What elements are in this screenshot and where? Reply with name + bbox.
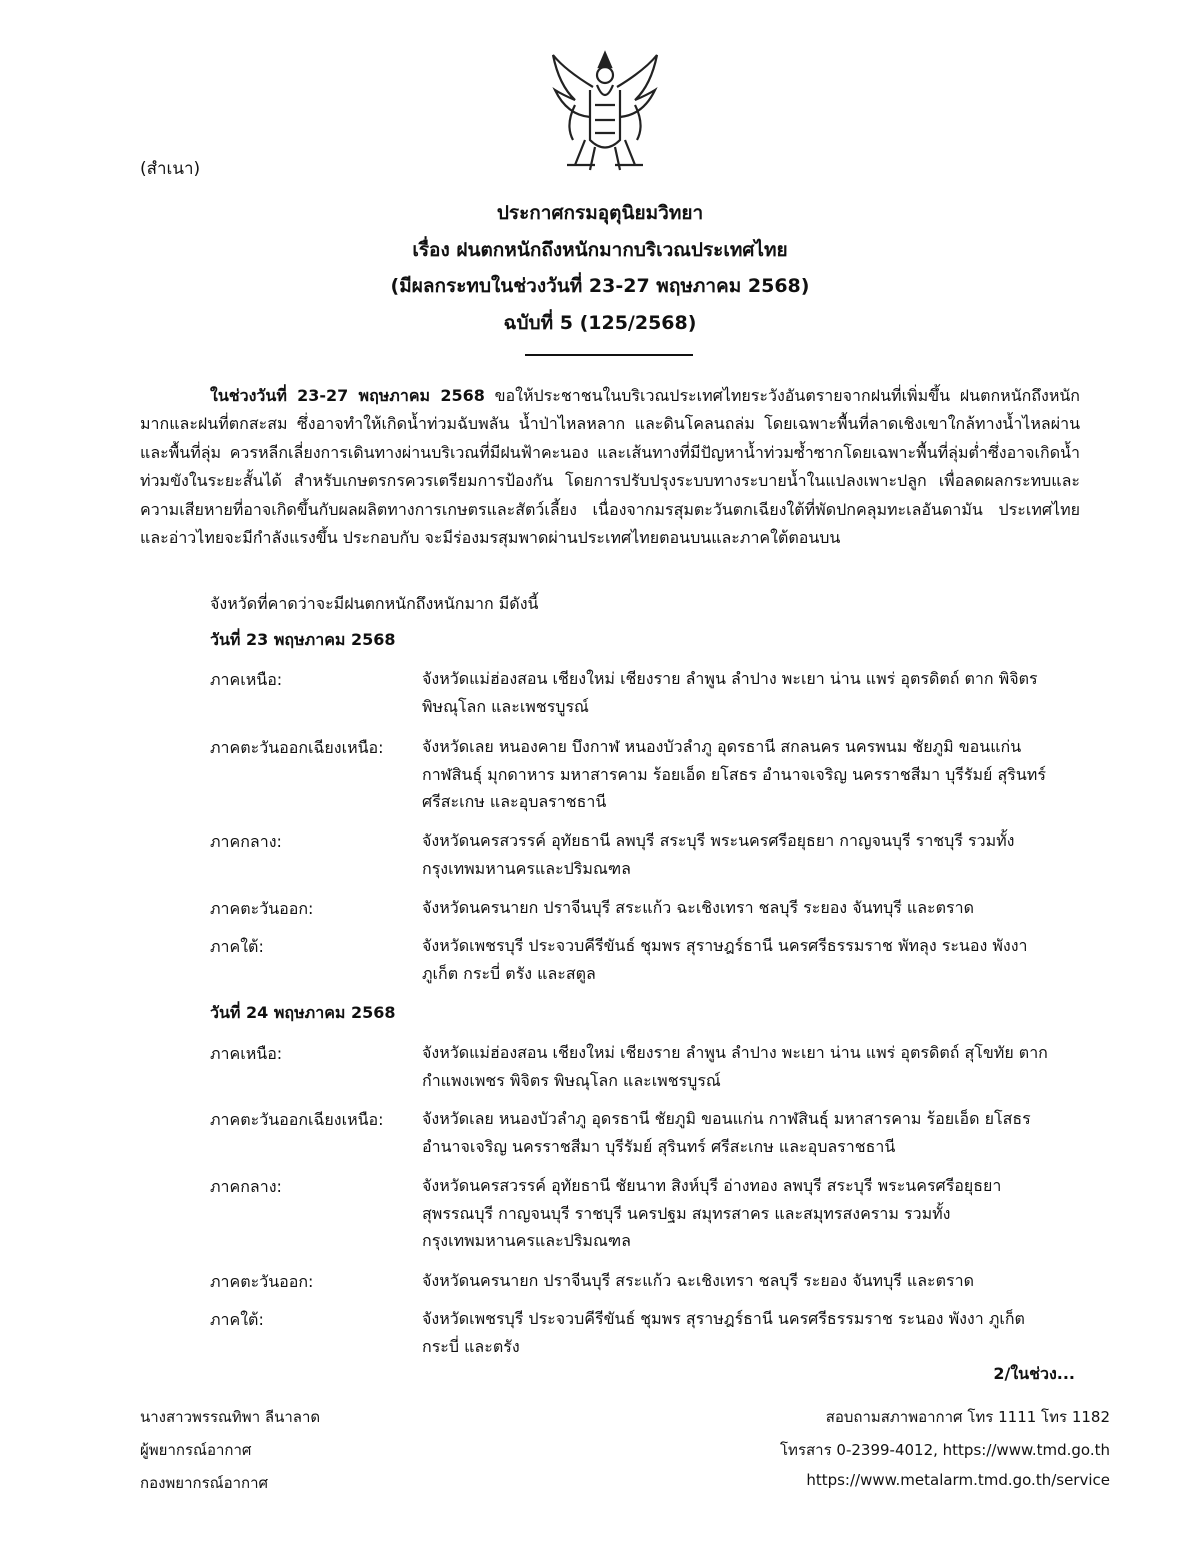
region-provinces: จังหวัดแม่ฮ่องสอน เชียงใหม่ เชียงราย ลำพูน ลำปาง พะเยา น่าน แพร่ อุตรดิตถ์ ตาก พิจิตร พิษณุโลก และเพชรบูรณ์ <box>422 669 1038 716</box>
garuda-emblem-icon <box>545 45 665 175</box>
forecaster-title: ผู้พยากรณ์อากาศ <box>140 1441 252 1459</box>
announcement-title: ประกาศกรมอุตุนิยมวิทยา <box>496 202 704 224</box>
region-provinces: จังหวัดเลย หนองคาย บึงกาฬ หนองบัวลำภู อุดรธานี สกลนคร นครพนม ชัยภูมิ ขอนแก่น กาฬสินธุ์ มุกดาหาร มหาสารคาม ร้อยเอ็ด ยโสธร อำนาจเจริญ นครราชสีมา บุรีรัมย์ สุรินทร์ ศรีสะเกษ และอุบลราชธานี <box>422 737 1046 811</box>
region-label: ภาคเหนือ: <box>210 670 283 689</box>
announcement-subject: เรื่อง ฝนตกหนักถึงหนักมากบริเวณประเทศไทย <box>412 239 788 261</box>
announcement-body <box>140 382 1080 552</box>
day-heading: วันที่ 24 พฤษภาคม 2568 <box>210 1003 396 1022</box>
region-provinces: จังหวัดแม่ฮ่องสอน เชียงใหม่ เชียงราย ลำพูน ลำปาง พะเยา น่าน แพร่ อุตรดิตถ์ สุโขทัย ตาก กำแพงเพชร พิจิตร พิษณุโลก และเพชรบูรณ์ <box>422 1043 1048 1090</box>
region-label: ภาคกลาง: <box>210 1177 282 1196</box>
region-label: ภาคเหนือ: <box>210 1044 283 1063</box>
continuation-marker: 2/ในช่วง... <box>993 1364 1075 1383</box>
region-provinces: จังหวัดเพชรบุรี ประจวบคีรีขันธ์ ชุมพร สุราษฎร์ธานี นครศรีธรรมราช ระนอง พังงา ภูเก็ต กระบี่ และตรัง <box>422 1309 1025 1356</box>
body-lead: ในช่วงวันที่ 23-27 พฤษภาคม 2568 <box>210 386 485 405</box>
region-label: ภาคตะวันออก: <box>210 899 314 918</box>
title-divider <box>525 354 693 356</box>
region-label: ภาคตะวันออกเฉียงเหนือ: <box>210 1110 384 1129</box>
region-label: ภาคใต้: <box>210 1310 264 1329</box>
region-label: ภาคตะวันออกเฉียงเหนือ: <box>210 738 384 757</box>
region-provinces: จังหวัดนครสวรรค์ อุทัยธานี ชัยนาท สิงห์บุรี อ่างทอง ลพบุรี สระบุรี พระนครศรีอยุธยา สุพรรณบุรี กาญจนบุรี ราชบุรี นครปฐม สมุทรสาคร และสมุทรสงคราม รวมทั้งกรุงเทพมหานครและปริมณฑล <box>422 1176 1002 1250</box>
contact-phone: สอบถามสภาพอากาศ โทร 1111 โทร 1182 <box>825 1408 1110 1426</box>
provinces-intro: จังหวัดที่คาดว่าจะมีฝนตกหนักถึงหนักมาก มีดังนี้ <box>210 594 539 613</box>
copy-mark: (สำเนา) <box>140 159 201 179</box>
region-provinces: จังหวัดนครนายก ปราจีนบุรี สระแก้ว ฉะเชิงเทรา ชลบุรี ระยอง จันทบุรี และตราด <box>422 1271 974 1290</box>
contact-fax-website: โทรสาร 0-2399-4012, https://www.tmd.go.th <box>780 1441 1110 1459</box>
region-label: ภาคกลาง: <box>210 832 282 851</box>
contact-service-url: https://www.metalarm.tmd.go.th/service <box>806 1471 1110 1489</box>
announcement-effect-period: (มีผลกระทบในช่วงวันที่ 23-27 พฤษภาคม 2568) <box>390 275 810 297</box>
region-label: ภาคใต้: <box>210 937 264 956</box>
body-text: ขอให้ประชาชนในบริเวณประเทศไทยระวังอันตรายจากฝนที่เพิ่มขึ้น ฝนตกหนักถึงหนักมากและฝนที่ตกสะสม ซึ่งอาจทำให้เกิดน้ำท่วมฉับพลัน น้ำป่าไหลหลาก และดินโคลนถล่ม โดยเฉพาะพื้นที่ลาดเชิงเขาใกล้ทางน้ำไหลผ่านและพื้นที่ลุ่ม ควรหลีกเลี่ยงการเดินทางผ่านบริเวณที่มีฝนฟ้าคะนอง และเส้นทางที่มีปัญหาน้ำท่วมซ้ำซากโดยเฉพาะพื้นที่ลุ่มต่ำซึ่งอาจเกิดน้ำท่วมขังในระยะสั้นได้ สำหรับเกษตรกรควรเตรียมการป้องกัน โดยการปรับปรุงระบบทางระบายน้ำในแปลงเพาะปลูก เพื่อลดผลกระทบและความเสียหายที่อาจเกิดขึ้นกับผลผลิตทางการเกษตรและสัตว์เลี้ยง เนื่องจากมรสุมตะวันตกเฉียงใต้ที่พัดปกคลุมทะเลอันดามัน ประเทศไทย และอ่าวไทยจะมีกำลังแรงขึ้น ประกอบกับ จะมีร่องมรสุมพาดผ่านประเทศไทยตอนบนและภาคใต้ตอนบน <box>140 386 1080 548</box>
region-label: ภาคตะวันออก: <box>210 1272 314 1291</box>
forecaster-division: กองพยากรณ์อากาศ <box>140 1474 269 1492</box>
region-provinces: จังหวัดเลย หนองบัวลำภู อุดรธานี ชัยภูมิ ขอนแก่น กาฬสินธุ์ มหาสารคาม ร้อยเอ็ด ยโสธร อำนาจเจริญ นครราชสีมา บุรีรัมย์ สุรินทร์ ศรีสะเกษ และอุบลราชธานี <box>422 1109 1031 1156</box>
forecaster-name: นางสาวพรรณทิพา ลีนาลาด <box>140 1408 321 1426</box>
region-provinces: จังหวัดนครนายก ปราจีนบุรี สระแก้ว ฉะเชิงเทรา ชลบุรี ระยอง จันทบุรี และตราด <box>422 898 974 917</box>
day-heading: วันที่ 23 พฤษภาคม 2568 <box>210 630 396 649</box>
region-provinces: จังหวัดเพชรบุรี ประจวบคีรีขันธ์ ชุมพร สุราษฎร์ธานี นครศรีธรรมราช พัทลุง ระนอง พังงา ภูเก็ต กระบี่ ตรัง และสตูล <box>422 936 1028 983</box>
announcement-issue: ฉบับที่ 5 (125/2568) <box>503 312 697 334</box>
region-provinces: จังหวัดนครสวรรค์ อุทัยธานี ลพบุรี สระบุรี พระนครศรีอยุธยา กาญจนบุรี ราชบุรี รวมทั้งกรุงเทพมหานครและปริมณฑล <box>422 831 1015 878</box>
